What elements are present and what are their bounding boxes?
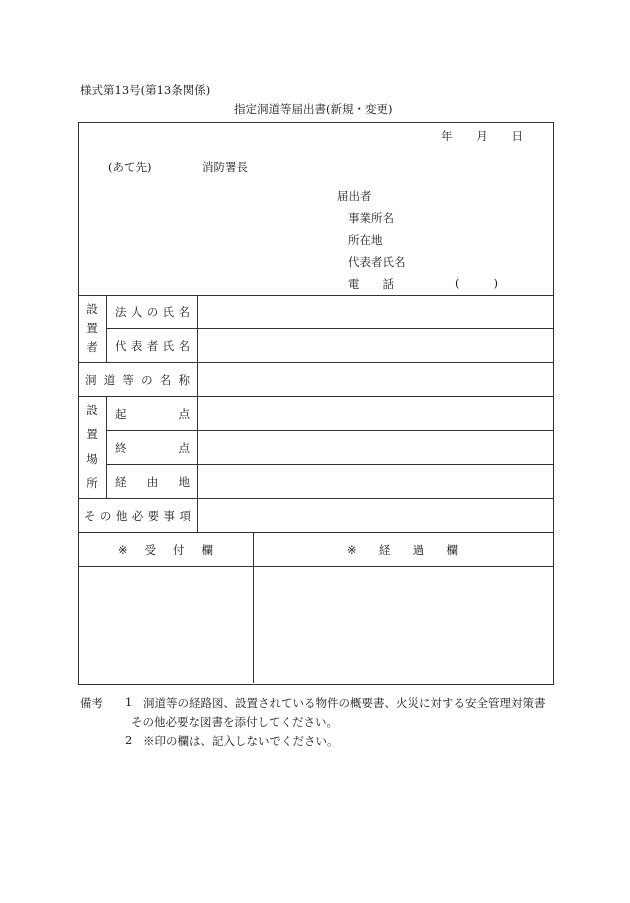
col-divider [106, 396, 107, 498]
location-group-label: 設 置 場 所 [86, 403, 98, 490]
via-point-field[interactable] [198, 465, 552, 498]
addressee-prefix: (あて先) [108, 160, 152, 174]
form-number: 様式第13号(第13条関係) [80, 83, 211, 97]
date-line [441, 128, 523, 144]
rep-name-label: 代 表 者 氏 名 [115, 339, 190, 353]
reception-field [79, 567, 253, 683]
notifier-phone-parens: ( ) [455, 276, 498, 290]
progress-field [254, 567, 552, 683]
notifier-address: 所在地 [348, 233, 383, 247]
corp-name-field[interactable] [198, 296, 552, 328]
date-day: 日 [511, 129, 523, 143]
note-1-line-2: その他必要な図書を添付してください。 [131, 715, 338, 729]
tunnel-name-label: 洞 道 等 の 名 称 [85, 373, 190, 387]
tunnel-name-field[interactable] [198, 363, 552, 396]
other-items-label: そ の 他 必 要 事 項 [84, 509, 191, 523]
row-divider [78, 532, 553, 533]
date-month: 月 [476, 129, 488, 143]
notes-label: 備考 [80, 696, 103, 710]
col-divider [106, 295, 107, 362]
note-2-text: ※印の欄は、記入しないでください。 [143, 734, 339, 748]
notifier-representative: 代表者氏名 [348, 255, 406, 269]
installer-group-label: 設 置 者 [86, 302, 98, 354]
end-point-field[interactable] [198, 431, 552, 464]
note-2-number: 2 [125, 733, 133, 747]
note-1-line-1: 洞道等の経路図、設置されている物件の概要書、火災に対する安全管理対策書 [143, 696, 546, 710]
other-items-field[interactable] [198, 499, 552, 532]
start-point-label: 起 点 [115, 407, 190, 421]
addressee-name: 消防署長 [202, 160, 248, 174]
notifier-phone-label: 電 話 [348, 277, 394, 291]
notifier-office-name: 事業所名 [348, 211, 394, 225]
date-year: 年 [441, 129, 453, 143]
via-point-label: 経 由 地 [115, 475, 190, 489]
rep-name-field[interactable] [198, 329, 552, 362]
end-point-label: 終 点 [115, 441, 190, 455]
notifier-label: 届出者 [337, 189, 372, 203]
start-point-field[interactable] [198, 397, 552, 430]
corp-name-label: 法 人 の 氏 名 [115, 305, 190, 319]
note-1-number: 1 [125, 695, 133, 709]
progress-header: ※ 経 過 欄 [347, 543, 458, 557]
reception-header: ※ 受 付 欄 [118, 543, 213, 557]
page-title: 指定洞道等届出書(新規・変更) [234, 102, 393, 116]
